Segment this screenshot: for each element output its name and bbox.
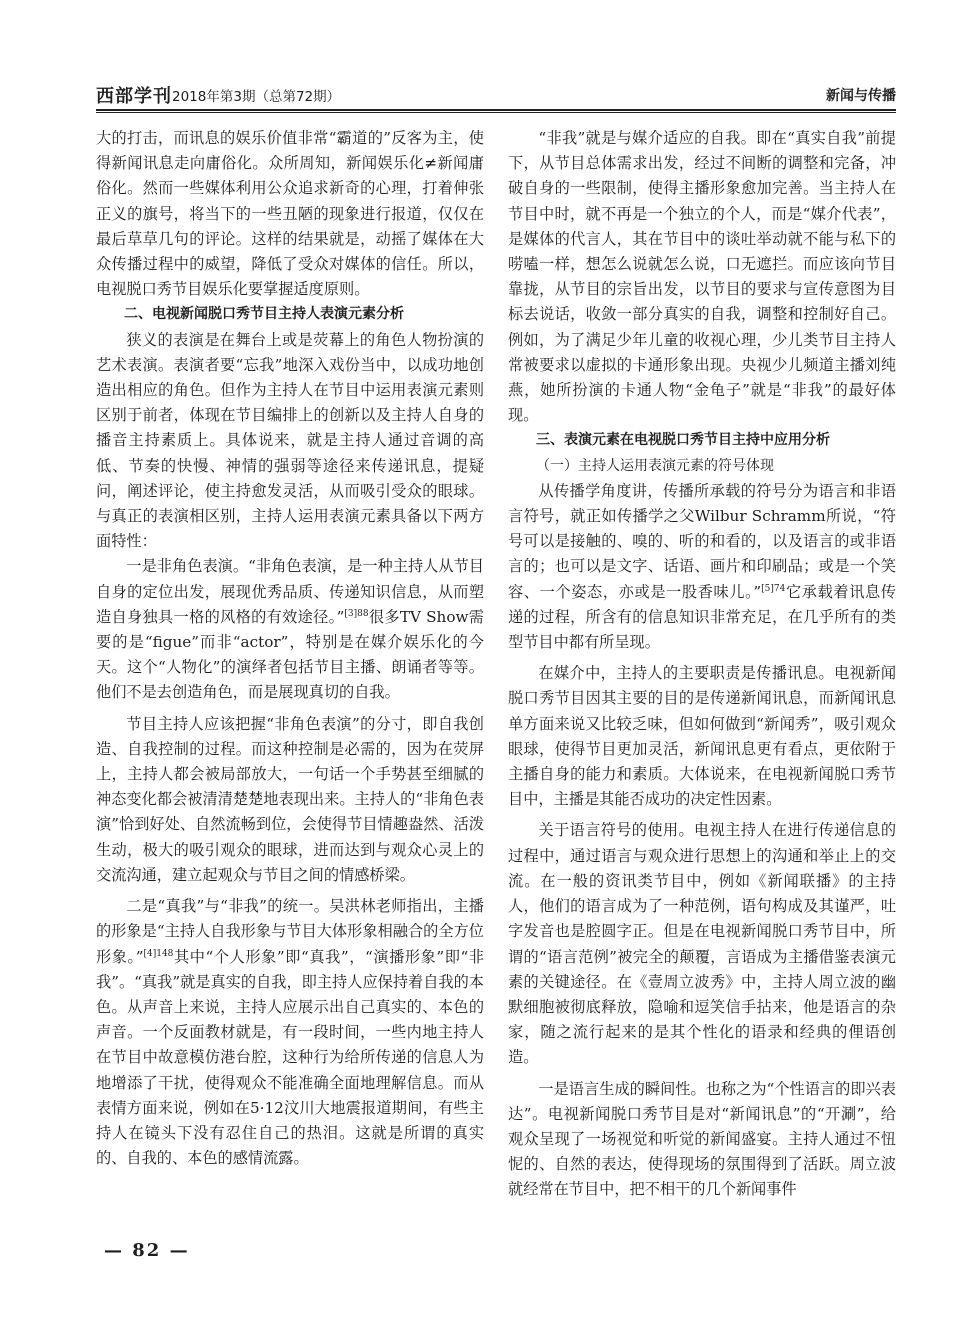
body-paragraph [96,126,484,302]
body-paragraph [508,126,896,428]
paragraph-text: 在媒介中，主持人的主要职责是传播讯息。电视新闻脱口秀节目因其主要的目的是传递新闻讯息，而新闻讯息单方面来说又比较乏味，但如何做到“新闻秀”，吸引观众眼球，使得节目更加灵活，新闻讯息更有看点，更依附于主播自身的能力和素质。大体说来，在电视新闻脱口秀节目中，主播是其能否成功的决定性因素。 [508,664,896,809]
section-heading [96,302,484,327]
journal-name: 西部学刊 [96,86,172,107]
body-paragraph [96,554,484,705]
body-paragraph [96,894,484,1171]
paragraph-text: 三、表演元素在电视脱口秀节目主持中应用分析 [536,432,830,449]
right-column [508,126,896,1203]
paragraph-text: 它承载着讯息传递的过程，所含有的信息知识非常充足，在几乎所有的类型节目中都有所呈现。 [508,582,896,652]
paragraph-text: 二、电视新闻脱口秀节目主持人表演元素分析 [124,306,404,323]
header-rule-thin [96,112,896,113]
left-column [96,126,484,1171]
issue-info: 2018年第3期（总第72期） [172,89,341,105]
page-number: — 82 — [104,1240,190,1261]
section-heading [508,428,896,453]
header-rule [96,109,896,111]
paragraph-text: 其中“个人形象”即“真我”，“演播形象”即“非我”。“真我”就是真实的自我，即主持人应保持着自我的本色。从声音上来说，主持人应展示出自己真实的、本色的声音。一个反面教材就是，有一段时间，一些内地主持人在节目中故意模仿港台腔，这种行为给所传递的信息人为地增添了干扰，使得观众不能准确全面地理解信息。而从表情方面来说，例如在5·12汶川大地震报道期间，有些主持人在镜头下没有忍住自己的热泪。这就是所谓的真实的、自我的、本色的感情流露。 [96,947,484,1168]
paragraph-text: 节目主持人应该把握“非角色表演”的分寸，即自我创造、自我控制的过程。而这种控制是必需的，因为在荧屏上，主持人都会被局部放大，一句话一个手势甚至细腻的神态变化都会被清清楚楚地表现出来。主持人的“非角色表演”恰到好处、自然流畅到位，会使得节目情趣盎然、活泼生动，极大的吸引观众的眼球，进而达到与观众心灵上的交流沟通，建立起观众与节目之间的情感桥梁。 [96,714,484,884]
paragraph-text: 从传播学角度讲，传播所承载的符号分为语言和非语言符号，就正如传播学之父Wilbur Schramm所说，“符号可以是接触的、嗅的、听的和看的，以及语言的或非语言的；也可以是文字、话语、画片和印刷品；或是一个笑容、一个姿态，亦或是一股香味儿。” [508,481,896,601]
body-paragraph [508,1077,896,1203]
subsection-heading [508,454,896,479]
paragraph-text: 大的打击，而讯息的娱乐价值非常“霸道的”反客为主，使得新闻讯息走向庸俗化。众所周知，新闻娱乐化≠新闻庸俗化。然而一些媒体利用公众追求新奇的心理，打着伸张正义的旗号，将当下的一些丑陋的现象进行报道，仅仅在最后草草几句的评论。这样的结果就是，动摇了媒体在大众传播过程中的威望，降低了受众对媒体的信任。所以，电视脱口秀节目娱乐化要掌握适度原则。 [96,129,484,299]
citation-ref: [4]148 [143,948,174,959]
paragraph-text: 关于语言符号的使用。电视主持人在进行传递信息的过程中，通过语言与观众进行思想上的沟通和举止上的交流。在一般的资讯类节目中，例如《新闻联播》的主持人，他们的语言成为了一种范例，语句构成及其谨严，吐字发音也是腔圆字正。但是在电视新闻脱口秀节目中，所谓的“语言范例”被完全的颠覆，言语成为主播借鉴表演元素的关键途径。在《壹周立波秀》中，主持人周立波的幽默细胞被彻底释放，隐喻和逗笑信手拈来，他是语言的杂家，随之流行起来的是其个性化的语录和经典的俚语创造。 [508,821,896,1067]
body-paragraph [508,661,896,812]
body-paragraph [96,328,484,555]
section-name: 新闻与传播 [826,88,896,104]
paragraph-text: “非我”就是与媒介适应的自我。即在“真实自我”前提下，从节目总体需求出发，经过不间断的调整和完备，冲破自身的一些限制，使得主播形象愈加完善。当主持人在节目中时，就不再是一个独立的个人，而是“媒介代表”，是媒体的代言人，其在节目中的谈吐举动就不能与私下的唠嗑一样，想怎么说就怎么说，口无遮拦。而应该向节目靠拢，从节目的宗旨出发，以节目的要求与宣传意图为目标去说话，收敛一部分真实的自我，调整和控制好自己。例如，为了满足少年儿童的收视心理，少儿类节目主持人常被要求以虚拟的卡通形象出现。央视少儿频道主播刘纯燕，她所扮演的卡通人物“金龟子”就是“非我”的最好体现。 [508,129,896,425]
body-paragraph [508,479,896,655]
paragraph-text: 一是非角色表演。“非角色表演，是一种主持人从节目自身的定位出发，展现优秀品质、传递知识信息，从而塑造自身独具一格的风格的有效途径。” [96,557,484,626]
paragraph-text: 一是语言生成的瞬间性。也称之为“个性语言的即兴表达”。电视新闻脱口秀节目是对“新闻讯息”的“开涮”，给观众呈现了一场视觉和听觉的新闻盛宴。主持人通过不忸怩的、自然的表达，使得现场的氛围得到了活跃。周立波就经常在节目中，把不相干的几个新闻事件 [508,1079,896,1199]
citation-ref: [3]88 [344,608,369,619]
body-paragraph [96,712,484,888]
paragraph-text: 狭义的表演是在舞台上或是荧幕上的角色人物扮演的艺术表演。表演者要“忘我”地深入戏份当中，以成功地创造出相应的角色。但作为主持人在节目中运用表演元素则区别于前者，体现在节目编排上的创新以及主持人自身的播音主持素质上。具体说来，就是主持人通过音调的高低、节奏的快慢、神情的强弱等途径来传递讯息，提疑问，阐述评论，使主持愈发灵活，从而吸引受众的眼球。与真正的表演相区别，主持人运用表演元素具备以下两方面特性： [96,330,484,551]
body-paragraph [508,818,896,1070]
paragraph-text: 二是“真我”与“非我”的统一。吴洪林老师指出，主播的形象是“主持人自我形象与节目大体形象相融合的全方位形象。” [96,897,484,966]
paragraph-text: （一）主持人运用表演元素的符号体现 [536,457,774,474]
citation-ref: [5]74 [761,583,786,594]
paragraph-text: 很多TV Show需要的是“figue”而非“actor”，特别是在媒介娱乐化的今天。这个“人物化”的演绎者包括节目主播、朗诵者等等。他们不是去创造角色，而是展现真切的自我。 [96,607,484,702]
running-header [96,78,896,106]
